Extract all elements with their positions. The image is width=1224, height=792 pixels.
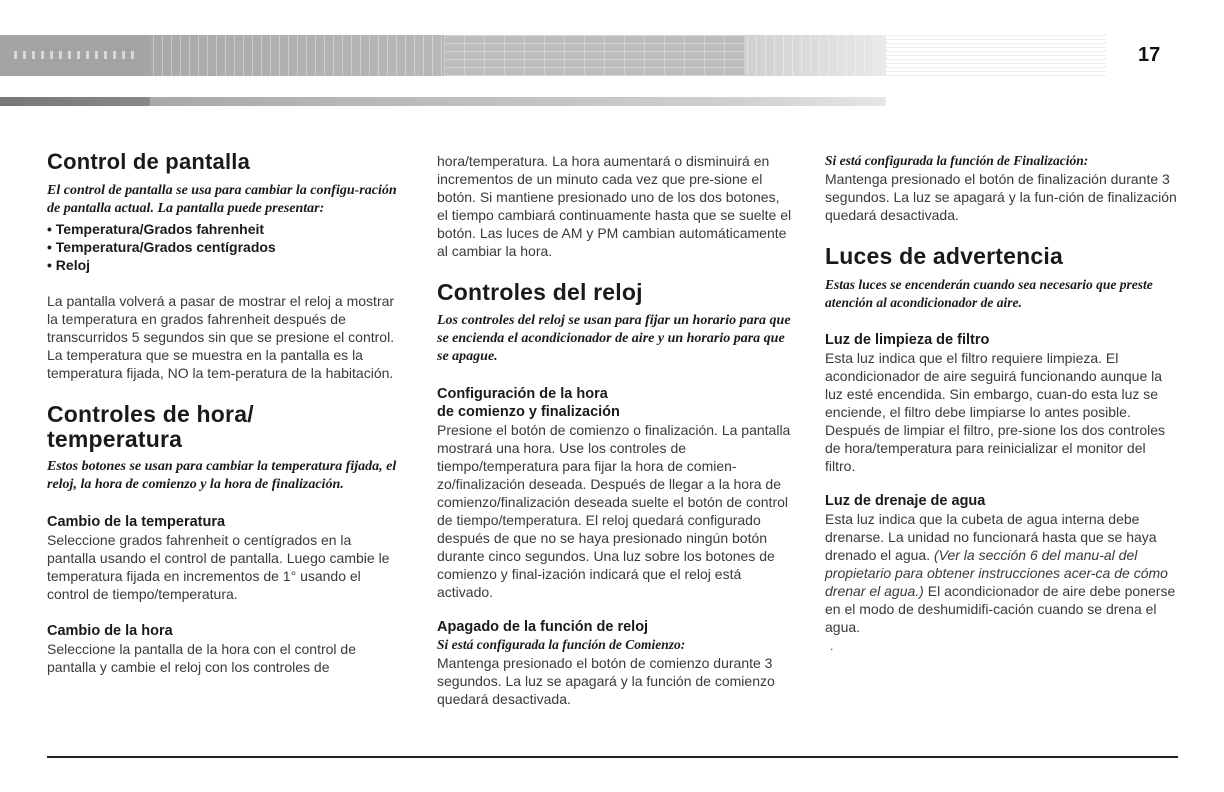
body-paragraph: Seleccione grados fahrenheit o centígrados en la pantalla usando el control de pantalla. Luego cambie le temperatura fijada en incrementos de 1° usando el control de tiempo/temperatura.: [47, 532, 390, 602]
subheading-drain-light: Luz de drenaje de agua: [825, 493, 986, 509]
section-title-warning-lights: Luces de advertencia: [825, 243, 1063, 269]
section-lead: Estas luces se encenderán cuando sea necesario que preste atención al acondicionador de aire.: [825, 277, 1153, 310]
subheading-hour-change: Cambio de la hora: [47, 623, 173, 639]
subheading-start-finish-config: [437, 385, 793, 421]
body-paragraph: Esta luz indica que el filtro requiere limpieza. El acondicionador de aire seguirá funcionando aunque la luz esté encendida. Sin embargo, cuan-do esta luz se enciende, el filtro debe limpiarse lo antes posible. Después de limpiar el filtro, pre-sione los dos controles de hora/temperatura para reinicializar el monitor del filtro.: [825, 350, 1166, 474]
section-title-clock-controls: Controles del reloj: [437, 279, 643, 305]
section-title-display-control: Control de pantalla: [47, 149, 251, 174]
display-options-list: [47, 220, 402, 274]
title-line: temperatura: [47, 426, 183, 452]
column-right: [825, 152, 1178, 655]
footer-rule: [47, 756, 1178, 758]
list-item: • Temperatura/Grados centígrados: [47, 238, 402, 256]
body-paragraph: Mantenga presionado el botón de comienzo durante 3 segundos. La luz se apagará y la función de comienzo quedará desactivada.: [437, 655, 775, 707]
column-left: [47, 150, 402, 676]
section-lead: Si está configurada la función de Finalización:: [825, 153, 1089, 168]
body-text: Esta luz indica que la cubeta de agua interna debe drenarse. La unidad no funcionará hasta que se haya drenado el agua.: [825, 511, 1157, 563]
body-paragraph: Presione el botón de comienzo o finalización. La pantalla mostrará una hora. Use los controles de tiempo/temperatura para fijar la hora de comien-zo/finalización deseada. Después de llegar a la hora de comienzo/finalización deseada suelte el botón de control de tiempo/temperatura. El reloj quedará configurado después de que no se haya presionado ningún botón durante cinco segundos. Una luz sobre los botones de comienzo y final-ización indicará que el reloj está activado.: [437, 422, 791, 600]
body-paragraph: Seleccione la pantalla de la hora con el control de pantalla y cambie el reloj con los controles de: [47, 641, 356, 675]
body-text-italic-reference: (Ver la sección 6 del manu-al del propietario para obtener instrucciones acer-ca de cómo drenar el agua.): [825, 547, 1168, 599]
list-item: • Temperatura/Grados fahrenheit: [47, 220, 402, 238]
section-lead: El control de pantalla se usa para cambiar la configu-ración de pantalla actual. La pantalla puede presentar:: [47, 183, 397, 216]
heading-line: de comienzo y finalización: [437, 404, 620, 420]
list-item: • Reloj: [47, 256, 402, 274]
body-paragraph: [825, 510, 1178, 655]
subheading-temperature-change: Cambio de la temperatura: [47, 514, 226, 530]
page-number: 17: [1138, 44, 1161, 66]
subheading-clock-off: Apagado de la función de reloj: [437, 619, 649, 635]
body-paragraph: hora/temperatura. La hora aumentará o disminuirá en incrementos de un minuto cada vez que pre-sione el botón. Si mantiene presionado uno de los dos botones, el tiempo cambiará continuamente hasta que se suelte el botón. Las luces de AM y PM cambian automáticamente al cambiar la hora.: [437, 153, 792, 259]
header-band-segment: [0, 35, 150, 76]
body-paragraph: La pantalla volverá a pasar de mostrar el reloj a mostrar la temperatura en grados fahrenheit después de transcurridos 5 segundos sin que se presione el control. La temperatura que se muestra en la pantalla es la temperatura fijada, NO la tem-peratura de la habitación.: [47, 293, 395, 381]
title-line: Controles de hora/: [47, 401, 254, 427]
stray-mark: .: [830, 639, 834, 653]
column-middle: [437, 152, 793, 708]
section-lead: Los controles del reloj se usan para fijar un horario para que se encienda el acondicionador de aire y un horario para que se apague.: [437, 313, 791, 364]
header-underline-band: [0, 97, 886, 106]
header-band: [0, 35, 886, 76]
subheading-filter-light: Luz de limpieza de filtro: [825, 332, 990, 348]
header-band-segment: [444, 35, 744, 76]
section-lead: Si está configurada la función de Comienzo:: [437, 637, 686, 652]
heading-line: Configuración de la hora: [437, 386, 608, 402]
body-paragraph: Mantenga presionado el botón de finalización durante 3 segundos. La luz se apagará y la fun-ción de finalización quedará desactivada.: [825, 171, 1177, 223]
header-band-segment: [886, 35, 1106, 76]
body-text: El acondicionador de aire debe ponerse en el modo de deshumidifi-cación cuando se drena el agua.: [825, 583, 1176, 635]
section-lead: Estos botones se usan para cambiar la temperatura fijada, el reloj, la hora de comienzo y la hora de finalización.: [47, 459, 397, 492]
section-title-time-temp: [47, 402, 402, 452]
